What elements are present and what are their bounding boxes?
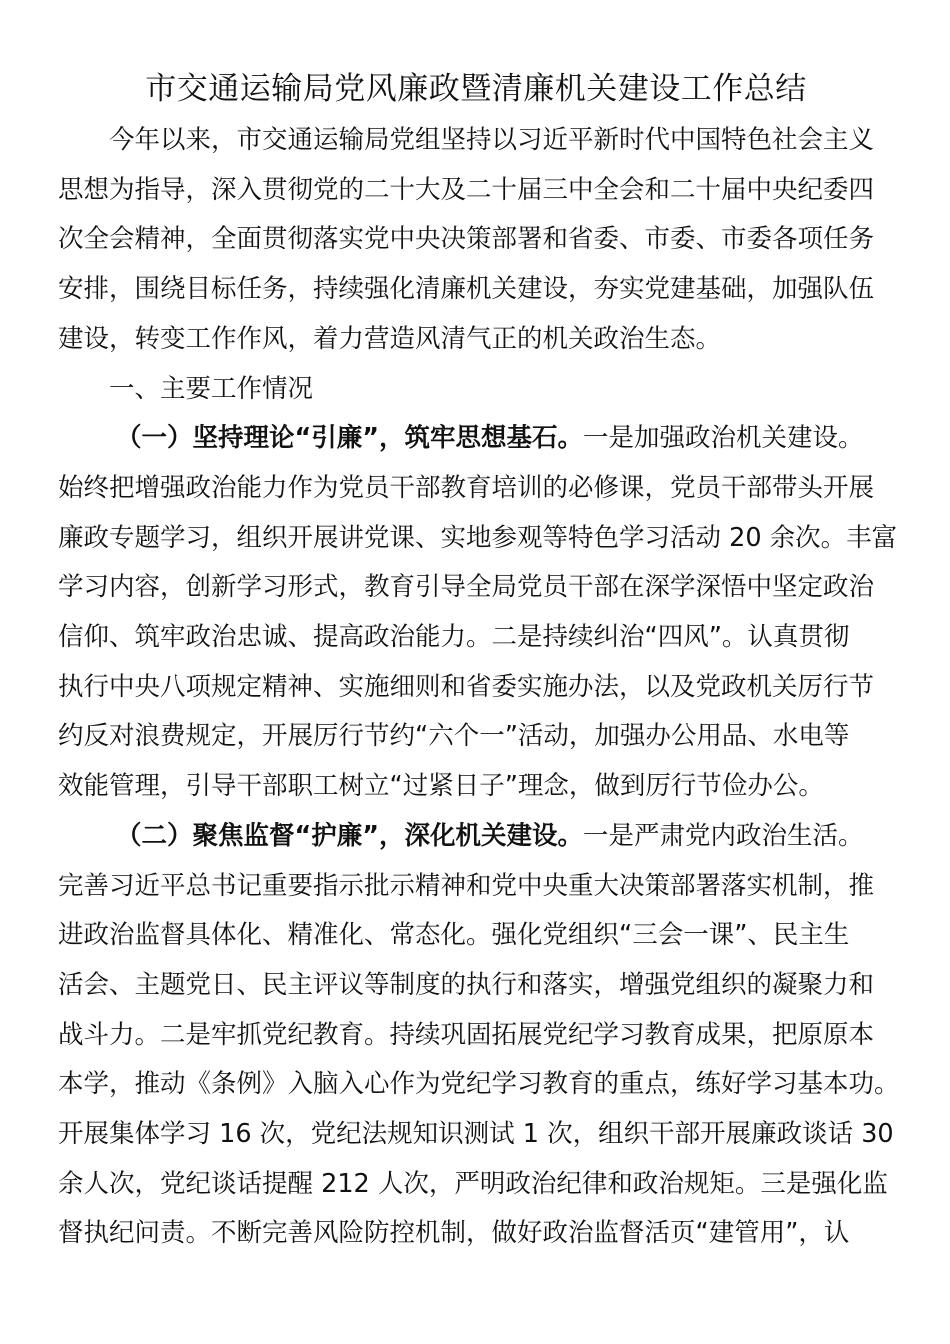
paragraph-line: 次全会精神，全面贯彻落实党中央决策部署和省委、市委、市委各项任务 <box>58 224 875 255</box>
paragraph-line: 余人次，党纪谈话提醒 212 人次，严明政治纪律和政治规矩。三是强化监 <box>58 1168 888 1199</box>
part2-heading: （二）聚焦监督“护廉”，深化机关建设。 <box>116 820 584 851</box>
paragraph-line: 本学，推动《条例》入脑入心作为党纪学习教育的重点，练好学习基本功。 <box>58 1069 900 1100</box>
paragraph-line: 活会、主题党日、民主评议等制度的执行和落实，增强党组织的凝聚力和 <box>58 969 875 1000</box>
paragraph-line: 信仰、筑牢政治忠诚、提高政治能力。二是持续纠治“四风”。认真贯彻 <box>58 622 850 653</box>
part1-first-line-rest: 一是加强政治机关建设。 <box>583 423 864 454</box>
document-title: 市交通运输局党风廉政暨清廉机关建设工作总结 <box>145 71 807 107</box>
paragraph-line: 廉政专题学习，组织开展讲党课、实地参观等特色学习活动 20 余次。丰富 <box>58 522 898 553</box>
part1-paragraph <box>58 414 898 812</box>
paragraph-line: 执行中央八项规定精神、实施细则和省委实施办法，以及党政机关厉行节 <box>58 671 875 702</box>
paragraph-line: 始终把增强政治能力作为党员干部教育培训的必修课，党员干部带头开展 <box>58 472 875 503</box>
paragraph-line: 学习内容，创新学习形式，教育引导全局党员干部在深学深悟中坚定政治 <box>58 572 875 603</box>
document-page <box>58 62 900 1259</box>
part1-heading: （一）坚持理论“引廉”，筑牢思想基石。 <box>116 423 584 454</box>
paragraph-line: 开展集体学习 16 次，党纪法规知识测试 1 次，组织干部开展廉政谈话 30 <box>58 1119 894 1150</box>
paragraph-line: 安排，围绕目标任务，持续强化清廉机关建设，夯实党建基础，加强队伍 <box>58 274 875 305</box>
paragraph-line: 完善习近平总书记重要指示批示精神和党中央重大决策部署落实机制，推 <box>58 870 875 901</box>
paragraph-line: 进政治监督具体化、精准化、常态化。强化党组织“三会一课”、民主生 <box>58 920 850 951</box>
part2-first-line-rest: 一是严肃党内政治生活。 <box>583 820 864 851</box>
document-body <box>58 116 900 1259</box>
paragraph-line: 约反对浪费规定，开展厉行节约“六个一”活动，加强办公用品、水电等 <box>58 721 850 752</box>
paragraph-first-line <box>58 414 894 464</box>
paragraph-line: 战斗力。二是牢抓党纪教育。持续巩固拓展党纪学习教育成果，把原原本 <box>58 1019 875 1050</box>
part2-paragraph <box>58 812 900 1259</box>
paragraph-line: 效能管理，引导干部职工树立“过紧日子”理念，做到厉行节俭办公。 <box>58 771 824 802</box>
section-heading: 一、主要工作情况 <box>109 373 314 404</box>
paragraph-line: 督执纪问责。不断完善风险防控机制，做好政治监督活页“建管用”，认 <box>58 1218 850 1249</box>
intro-paragraph <box>58 116 894 365</box>
paragraph-line: 思想为指导，深入贯彻党的二十大及二十届三中全会和二十届中央纪委四 <box>58 174 875 205</box>
paragraph-first-line <box>58 812 894 862</box>
paragraph-line: 建设，转变工作作风，着力营造风清气正的机关政治生态。 <box>58 323 722 354</box>
paragraph-line: 今年以来，市交通运输局党组坚持以习近平新时代中国特色社会主义 <box>109 125 875 155</box>
